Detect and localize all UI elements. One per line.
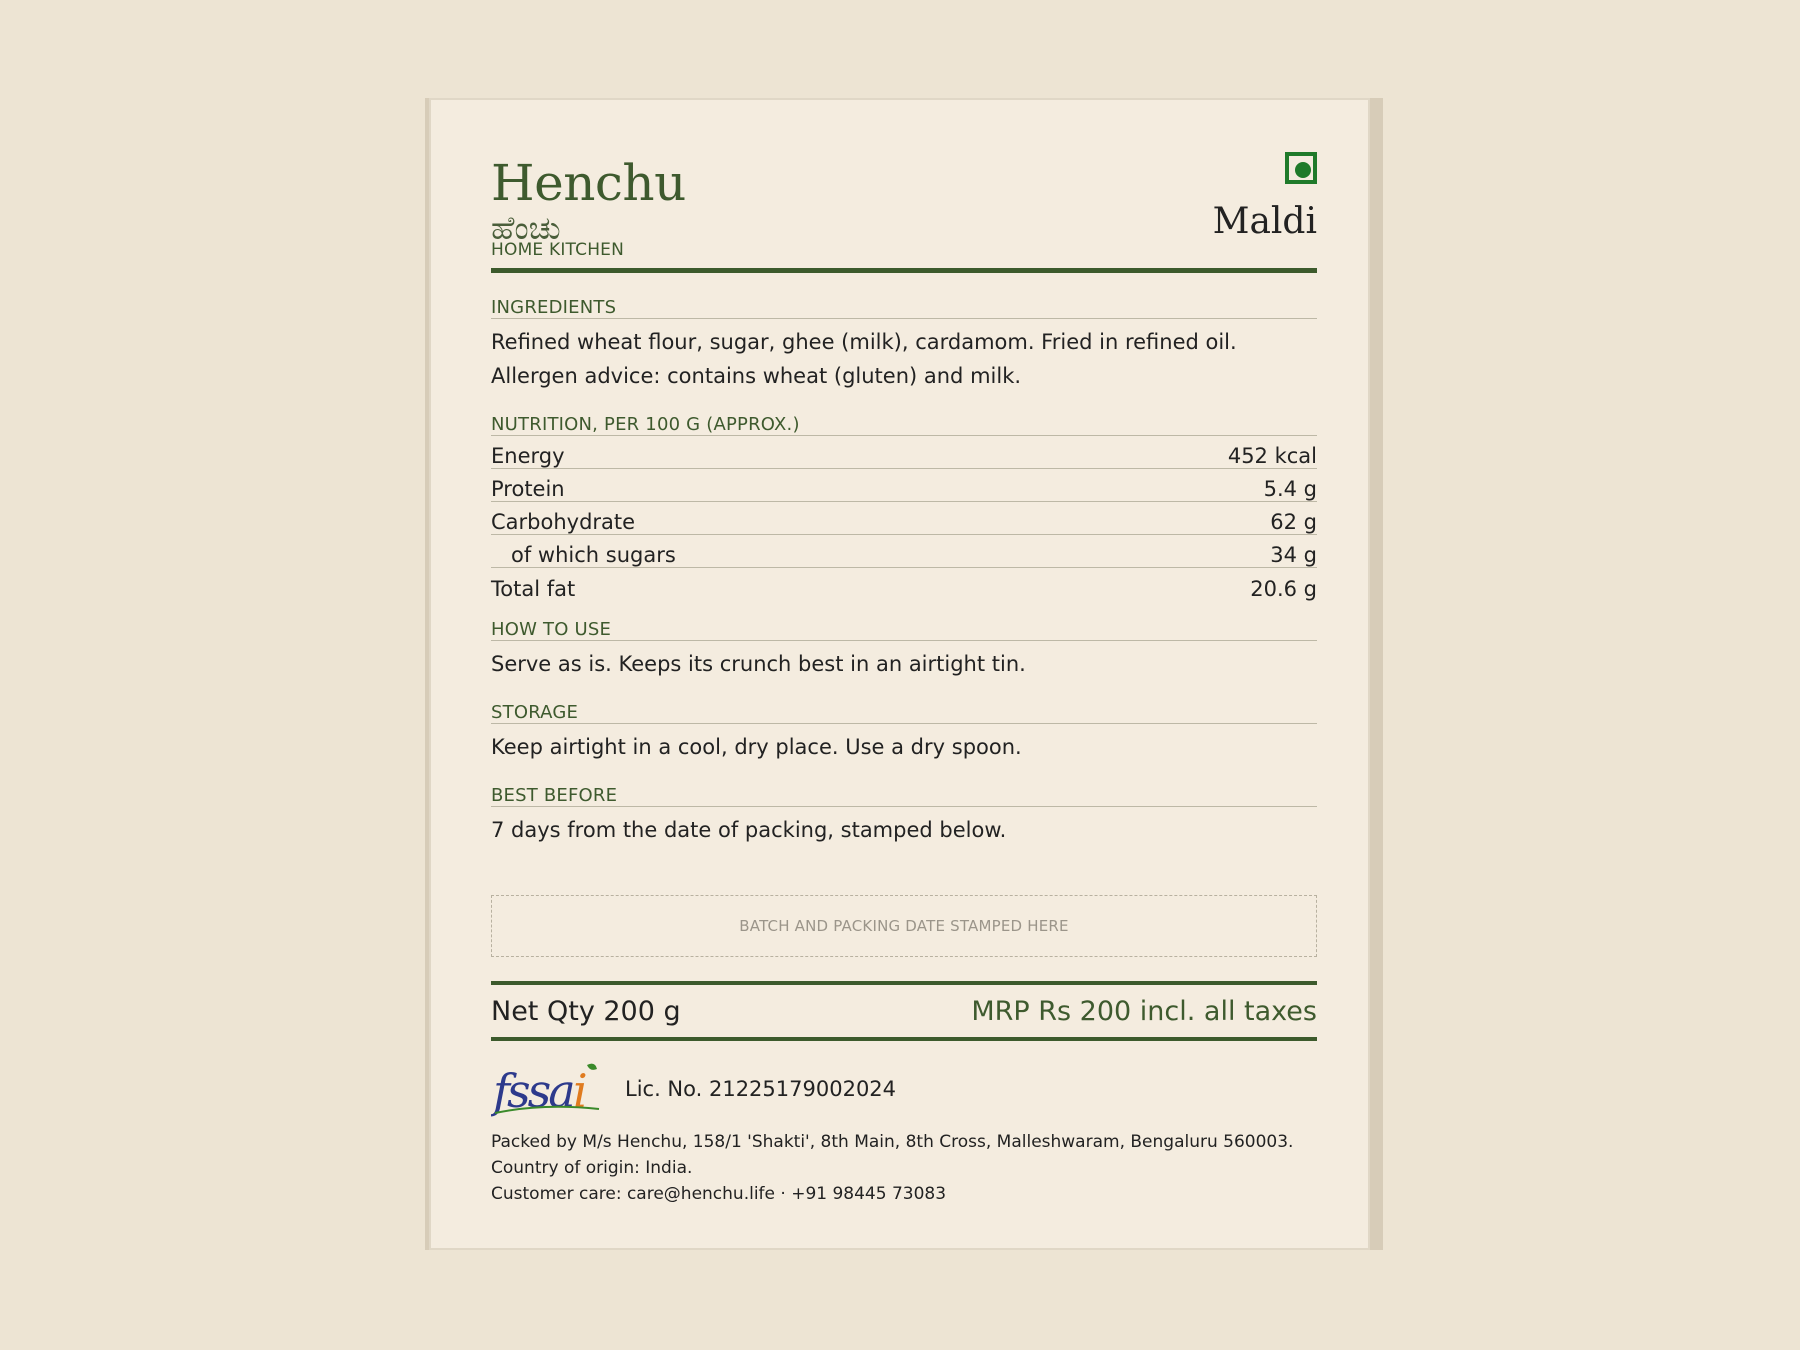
label-content <box>491 154 1317 1207</box>
how-to-use-heading: HOW TO USE <box>491 621 1317 641</box>
best-before-heading: BEST BEFORE <box>491 787 1317 807</box>
batch-stamp-text: BATCH AND PACKING DATE STAMPED HERE <box>739 917 1069 935</box>
nutrient-name: of which sugars <box>511 543 676 567</box>
storage-text: Keep airtight in a cool, dry place. Use a dry spoon. <box>491 735 1022 759</box>
nutrition-heading: NUTRITION, PER 100 G (APPROX.) <box>491 416 1317 436</box>
nutrition-row-carbohydrate <box>491 502 1317 535</box>
nutrient-value: 452 kcal <box>1227 444 1317 468</box>
allergen-text: Allergen advice: contains wheat (gluten) and milk. <box>491 364 1022 388</box>
license-number: Lic. No. 21225179002024 <box>625 1077 897 1101</box>
quantity-price-bar <box>491 981 1317 1041</box>
storage-heading: STORAGE <box>491 704 1317 724</box>
product-name: Maldi <box>1212 201 1317 242</box>
country-of-origin: Country of origin: India. <box>491 1158 693 1178</box>
batch-stamp-box <box>491 895 1317 957</box>
nutrient-value: 20.6 g <box>1250 577 1317 601</box>
packed-by-text: Packed by M/s Henchu, 158/1 'Shakti', 8th Main, 8th Cross, Malleshwaram, Bengaluru 560003. <box>491 1132 1294 1152</box>
nutrition-row-energy <box>491 436 1317 469</box>
nutrition-row-protein <box>491 469 1317 502</box>
nutrient-name: Protein <box>491 477 565 501</box>
best-before-text: 7 days from the date of packing, stamped below. <box>491 818 1007 842</box>
veg-mark-icon <box>1285 152 1317 184</box>
nutrition-row-total-fat <box>491 568 1317 601</box>
label-header <box>491 154 1317 273</box>
nutrient-name: Energy <box>491 444 565 468</box>
nutrient-name: Carbohydrate <box>491 510 636 534</box>
how-to-use-text: Serve as is. Keeps its crunch best in an airtight tin. <box>491 652 1026 676</box>
fssai-logo-icon <box>491 1061 603 1119</box>
veg-mark-dot <box>1295 162 1311 178</box>
ingredients-text: Refined wheat flour, sugar, ghee (milk), cardamom. Fried in refined oil. <box>491 330 1237 354</box>
fssai-row <box>491 1061 1317 1119</box>
customer-care: Customer care: care@henchu.life · +91 98445 73083 <box>491 1184 947 1204</box>
brand-name-kannada: ಹೆಂಚು <box>491 209 561 247</box>
brand-subtitle: HOME KITCHEN <box>491 240 625 260</box>
svg-text:i: i <box>573 1064 588 1118</box>
nutrition-row-sugars <box>491 535 1317 568</box>
nutrient-value: 62 g <box>1270 510 1317 534</box>
nutrient-value: 34 g <box>1270 543 1317 567</box>
svg-text:fssa: fssa <box>493 1064 573 1118</box>
net-quantity: Net Qty 200 g <box>491 996 681 1027</box>
product-label <box>429 98 1370 1250</box>
brand-name: Henchu <box>491 154 686 212</box>
nutrient-value: 5.4 g <box>1263 477 1317 501</box>
mrp-price: MRP Rs 200 incl. all taxes <box>971 996 1317 1027</box>
nutrition-table <box>491 436 1317 601</box>
nutrient-name: Total fat <box>491 577 576 601</box>
ingredients-heading: INGREDIENTS <box>491 299 1317 319</box>
label-shadow <box>425 98 1383 1250</box>
